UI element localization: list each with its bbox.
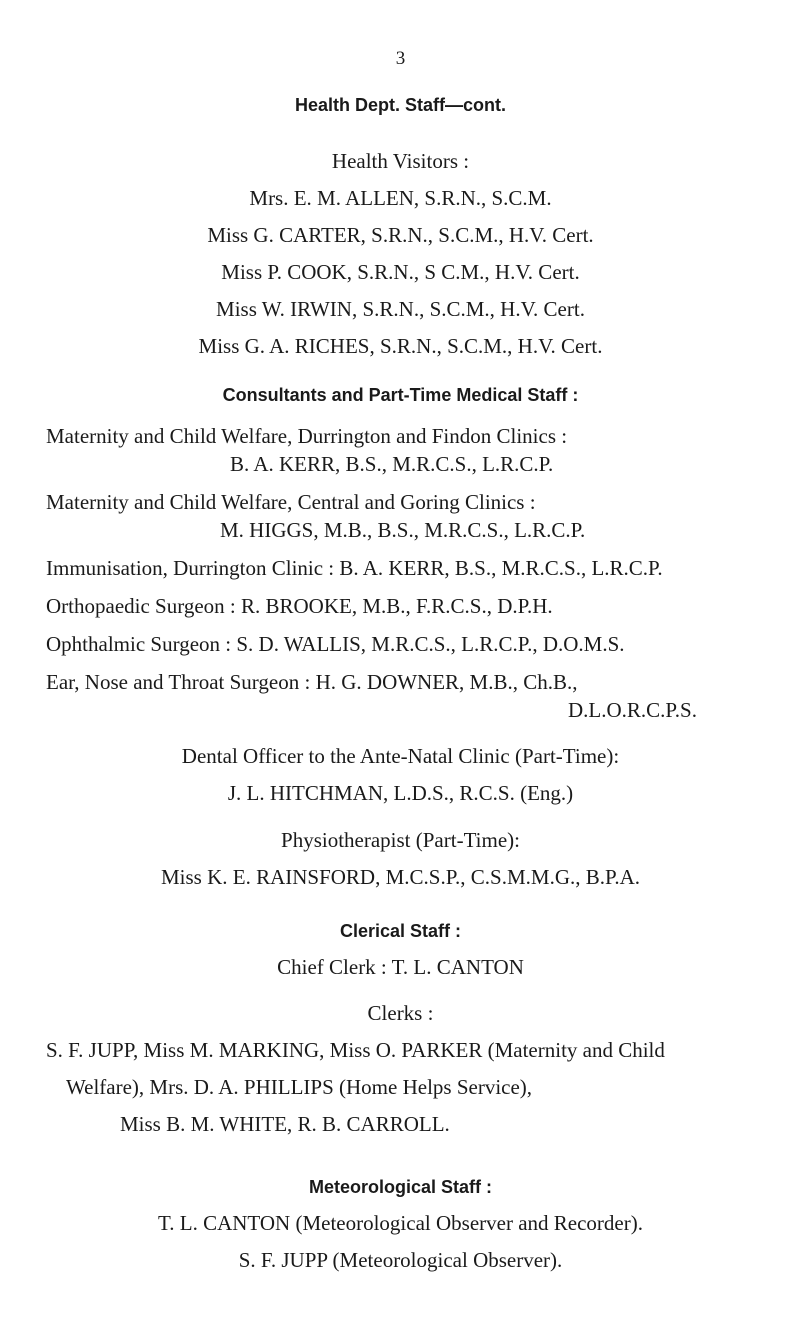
clerks-line: Welfare), Mrs. D. A. PHILLIPS (Home Helps Service), [66, 1075, 533, 1099]
dental-officer-name: J. L. HITCHMAN, L.D.S., R.C.S. (Eng.) [227, 781, 574, 805]
meteorological-entry: S. F. JUPP (Meteorological Observer). [238, 1248, 563, 1272]
consultant-line-continued: D.L.O.R.C.P.S. [568, 698, 697, 722]
consultant-line: Orthopaedic Surgeon : R. BROOKE, M.B., F.R.C.S., D.P.H. [46, 594, 553, 618]
clerks-line: Miss B. M. WHITE, R. B. CARROLL. [120, 1112, 450, 1136]
health-visitor-entry: Miss W. IRWIN, S.R.N., S.C.M., H.V. Cert. [216, 297, 585, 321]
consultant-role: Maternity and Child Welfare, Durrington and Findon Clinics : [46, 424, 568, 448]
health-visitor-entry: Miss G. A. RICHES, S.R.N., S.C.M., H.V. Cert. [198, 334, 603, 358]
consultant-line: Ear, Nose and Throat Surgeon : H. G. DOWNER, M.B., Ch.B., [46, 670, 578, 694]
meteorological-entry: T. L. CANTON (Meteorological Observer and Recorder). [158, 1211, 643, 1235]
physiotherapist-role: Physiotherapist (Part-Time): [281, 828, 520, 852]
consultant-line: Immunisation, Durrington Clinic : B. A. KERR, B.S., M.R.C.S., L.R.C.P. [46, 556, 663, 580]
chief-clerk: Chief Clerk : T. L. CANTON [277, 955, 524, 979]
page-number: 3 [395, 48, 406, 69]
clerks-heading: Clerks : [367, 1001, 434, 1025]
health-visitor-entry: Miss G. CARTER, S.R.N., S.C.M., H.V. Cert. [207, 223, 594, 247]
consultant-name: B. A. KERR, B.S., M.R.C.S., L.R.C.P. [230, 452, 554, 476]
page-heading: Health Dept. Staff—cont. [294, 95, 506, 115]
consultant-role: Maternity and Child Welfare, Central and Goring Clinics : [46, 490, 536, 514]
health-visitor-entry: Mrs. E. M. ALLEN, S.R.N., S.C.M. [249, 186, 552, 210]
physiotherapist-name: Miss K. E. RAINSFORD, M.C.S.P., C.S.M.M.G., B.P.A. [160, 865, 641, 889]
consultant-name: M. HIGGS, M.B., B.S., M.R.C.S., L.R.C.P. [220, 518, 586, 542]
section-heading-meteorological: Meteorological Staff : [308, 1177, 492, 1197]
section-heading-consultants: Consultants and Part-Time Medical Staff : [222, 385, 579, 405]
clerks-line: S. F. JUPP, Miss M. MARKING, Miss O. PARKER (Maternity and Child [46, 1038, 665, 1062]
dental-officer-role: Dental Officer to the Ante-Natal Clinic (Part-Time): [181, 744, 620, 768]
section-heading-health-visitors: Health Visitors : [331, 149, 470, 173]
health-visitor-entry: Miss P. COOK, S.R.N., S C.M., H.V. Cert. [221, 260, 580, 284]
section-heading-clerical: Clerical Staff : [339, 921, 462, 941]
consultant-line: Ophthalmic Surgeon : S. D. WALLIS, M.R.C.S., L.R.C.P., D.O.M.S. [46, 632, 625, 656]
